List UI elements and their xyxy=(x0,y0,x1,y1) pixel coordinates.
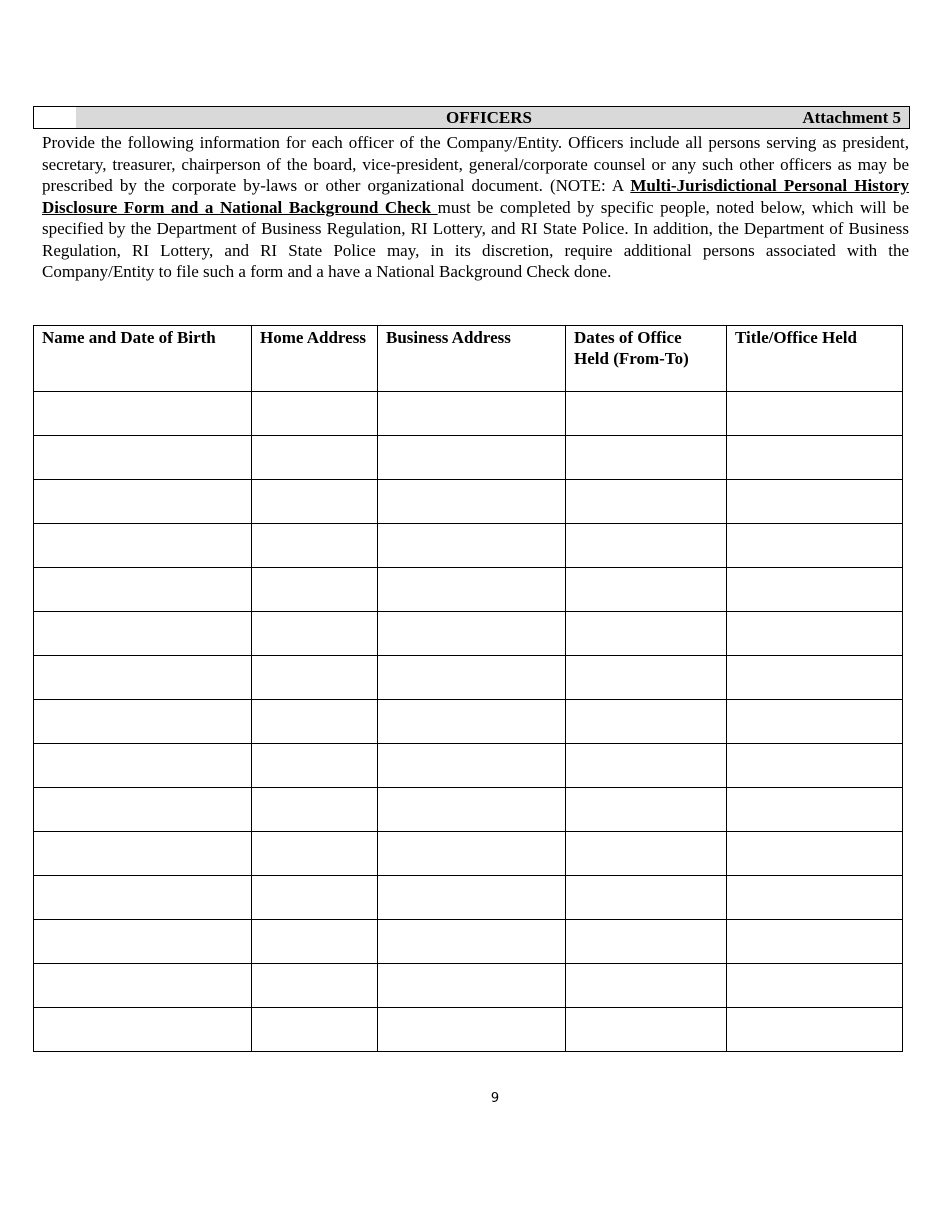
section-title: OFFICERS xyxy=(446,108,532,127)
title-office-cell[interactable] xyxy=(727,964,903,1008)
dates-held-cell[interactable] xyxy=(566,788,727,832)
title-office-cell[interactable] xyxy=(727,436,903,480)
home-address-cell[interactable] xyxy=(252,480,378,524)
table-row xyxy=(34,480,903,524)
dates-held-cell[interactable] xyxy=(566,524,727,568)
dates-held-cell[interactable] xyxy=(566,744,727,788)
instructions-paragraph xyxy=(42,132,909,283)
name-dob-cell[interactable] xyxy=(34,964,252,1008)
dates-held-cell[interactable] xyxy=(566,392,727,436)
dates-held-cell[interactable] xyxy=(566,964,727,1008)
business-address-cell[interactable] xyxy=(378,788,566,832)
name-dob-cell[interactable] xyxy=(34,832,252,876)
table-body xyxy=(34,392,903,1052)
title-office-cell[interactable] xyxy=(727,524,903,568)
instructions-text-start: Provide the following information for each officer of the Company/Entity. Officers include all persons serving as president, secretary, treasurer, chairperson of the board, vice-president, general/corporate counsel or any such other officers as may be prescribed by the corporate by-laws or other organizational document. (NOTE: A xyxy=(42,133,909,195)
home-address-cell[interactable] xyxy=(252,392,378,436)
table-row xyxy=(34,568,903,612)
section-header-bar xyxy=(33,106,910,129)
home-address-cell[interactable] xyxy=(252,876,378,920)
title-office-cell[interactable] xyxy=(727,392,903,436)
home-address-cell[interactable] xyxy=(252,568,378,612)
page-number: 9 xyxy=(490,1091,500,1106)
title-office-cell[interactable] xyxy=(727,1008,903,1052)
instructions-text-end: must be completed by specific people, noted below, which will be specified by the Department of Business Regulation, RI Lottery, and RI State Police. In addition, the Department of Business Regulation, RI Lottery, and RI State Police may, in its discretion, require additional persons associated with the Company/Entity to file such a form and a have a National Background Check done. xyxy=(42,197,909,281)
title-office-cell[interactable] xyxy=(727,876,903,920)
name-dob-cell[interactable] xyxy=(34,1008,252,1052)
dates-held-cell[interactable] xyxy=(566,480,727,524)
column-header-title-office: Title/Office Held xyxy=(727,326,903,392)
business-address-cell[interactable] xyxy=(378,744,566,788)
business-address-cell[interactable] xyxy=(378,568,566,612)
instructions-emphasis: Multi-Jurisdictional Personal History Disclosure Form and a National Background Check xyxy=(42,176,910,217)
table-row xyxy=(34,876,903,920)
table-row xyxy=(34,524,903,568)
home-address-cell[interactable] xyxy=(252,832,378,876)
table-row xyxy=(34,436,903,480)
title-office-cell[interactable] xyxy=(727,920,903,964)
name-dob-cell[interactable] xyxy=(34,656,252,700)
home-address-cell[interactable] xyxy=(252,920,378,964)
title-office-cell[interactable] xyxy=(727,832,903,876)
dates-held-cell[interactable] xyxy=(566,700,727,744)
officers-table xyxy=(33,325,903,1052)
business-address-cell[interactable] xyxy=(378,436,566,480)
home-address-cell[interactable] xyxy=(252,612,378,656)
business-address-cell[interactable] xyxy=(378,832,566,876)
dates-held-cell[interactable] xyxy=(566,1008,727,1052)
title-office-cell[interactable] xyxy=(727,788,903,832)
title-office-cell[interactable] xyxy=(727,612,903,656)
title-office-cell[interactable] xyxy=(727,568,903,612)
dates-held-cell[interactable] xyxy=(566,436,727,480)
column-header-dates-held: Dates of Office Held (From-To) xyxy=(566,326,727,392)
home-address-cell[interactable] xyxy=(252,788,378,832)
home-address-cell[interactable] xyxy=(252,436,378,480)
home-address-cell[interactable] xyxy=(252,1008,378,1052)
column-header-home-address: Home Address xyxy=(252,326,378,392)
title-office-cell[interactable] xyxy=(727,700,903,744)
table-header-row xyxy=(34,326,903,392)
title-office-cell[interactable] xyxy=(727,480,903,524)
business-address-cell[interactable] xyxy=(378,920,566,964)
dates-held-cell[interactable] xyxy=(566,876,727,920)
business-address-cell[interactable] xyxy=(378,612,566,656)
table-row xyxy=(34,788,903,832)
business-address-cell[interactable] xyxy=(378,656,566,700)
business-address-cell[interactable] xyxy=(378,876,566,920)
business-address-cell[interactable] xyxy=(378,480,566,524)
table-row xyxy=(34,612,903,656)
name-dob-cell[interactable] xyxy=(34,744,252,788)
business-address-cell[interactable] xyxy=(378,392,566,436)
dates-held-cell[interactable] xyxy=(566,920,727,964)
column-header-business-address: Business Address xyxy=(378,326,566,392)
name-dob-cell[interactable] xyxy=(34,612,252,656)
home-address-cell[interactable] xyxy=(252,656,378,700)
dates-held-cell[interactable] xyxy=(566,568,727,612)
business-address-cell[interactable] xyxy=(378,700,566,744)
home-address-cell[interactable] xyxy=(252,524,378,568)
table-row xyxy=(34,832,903,876)
name-dob-cell[interactable] xyxy=(34,392,252,436)
name-dob-cell[interactable] xyxy=(34,788,252,832)
name-dob-cell[interactable] xyxy=(34,568,252,612)
dates-held-cell[interactable] xyxy=(566,656,727,700)
business-address-cell[interactable] xyxy=(378,964,566,1008)
name-dob-cell[interactable] xyxy=(34,436,252,480)
column-header-name-dob: Name and Date of Birth xyxy=(34,326,252,392)
name-dob-cell[interactable] xyxy=(34,700,252,744)
title-office-cell[interactable] xyxy=(727,744,903,788)
name-dob-cell[interactable] xyxy=(34,876,252,920)
name-dob-cell[interactable] xyxy=(34,920,252,964)
table-row xyxy=(34,700,903,744)
home-address-cell[interactable] xyxy=(252,744,378,788)
table-row xyxy=(34,964,903,1008)
table-row xyxy=(34,744,903,788)
business-address-cell[interactable] xyxy=(378,1008,566,1052)
table-row xyxy=(34,1008,903,1052)
table-row xyxy=(34,656,903,700)
home-address-cell[interactable] xyxy=(252,964,378,1008)
dates-held-cell[interactable] xyxy=(566,612,727,656)
table-row xyxy=(34,920,903,964)
dates-held-cell[interactable] xyxy=(566,832,727,876)
home-address-cell[interactable] xyxy=(252,700,378,744)
title-office-cell[interactable] xyxy=(727,656,903,700)
name-dob-cell[interactable] xyxy=(34,524,252,568)
attachment-label: Attachment 5 xyxy=(802,108,901,127)
name-dob-cell[interactable] xyxy=(34,480,252,524)
business-address-cell[interactable] xyxy=(378,524,566,568)
table-row xyxy=(34,392,903,436)
